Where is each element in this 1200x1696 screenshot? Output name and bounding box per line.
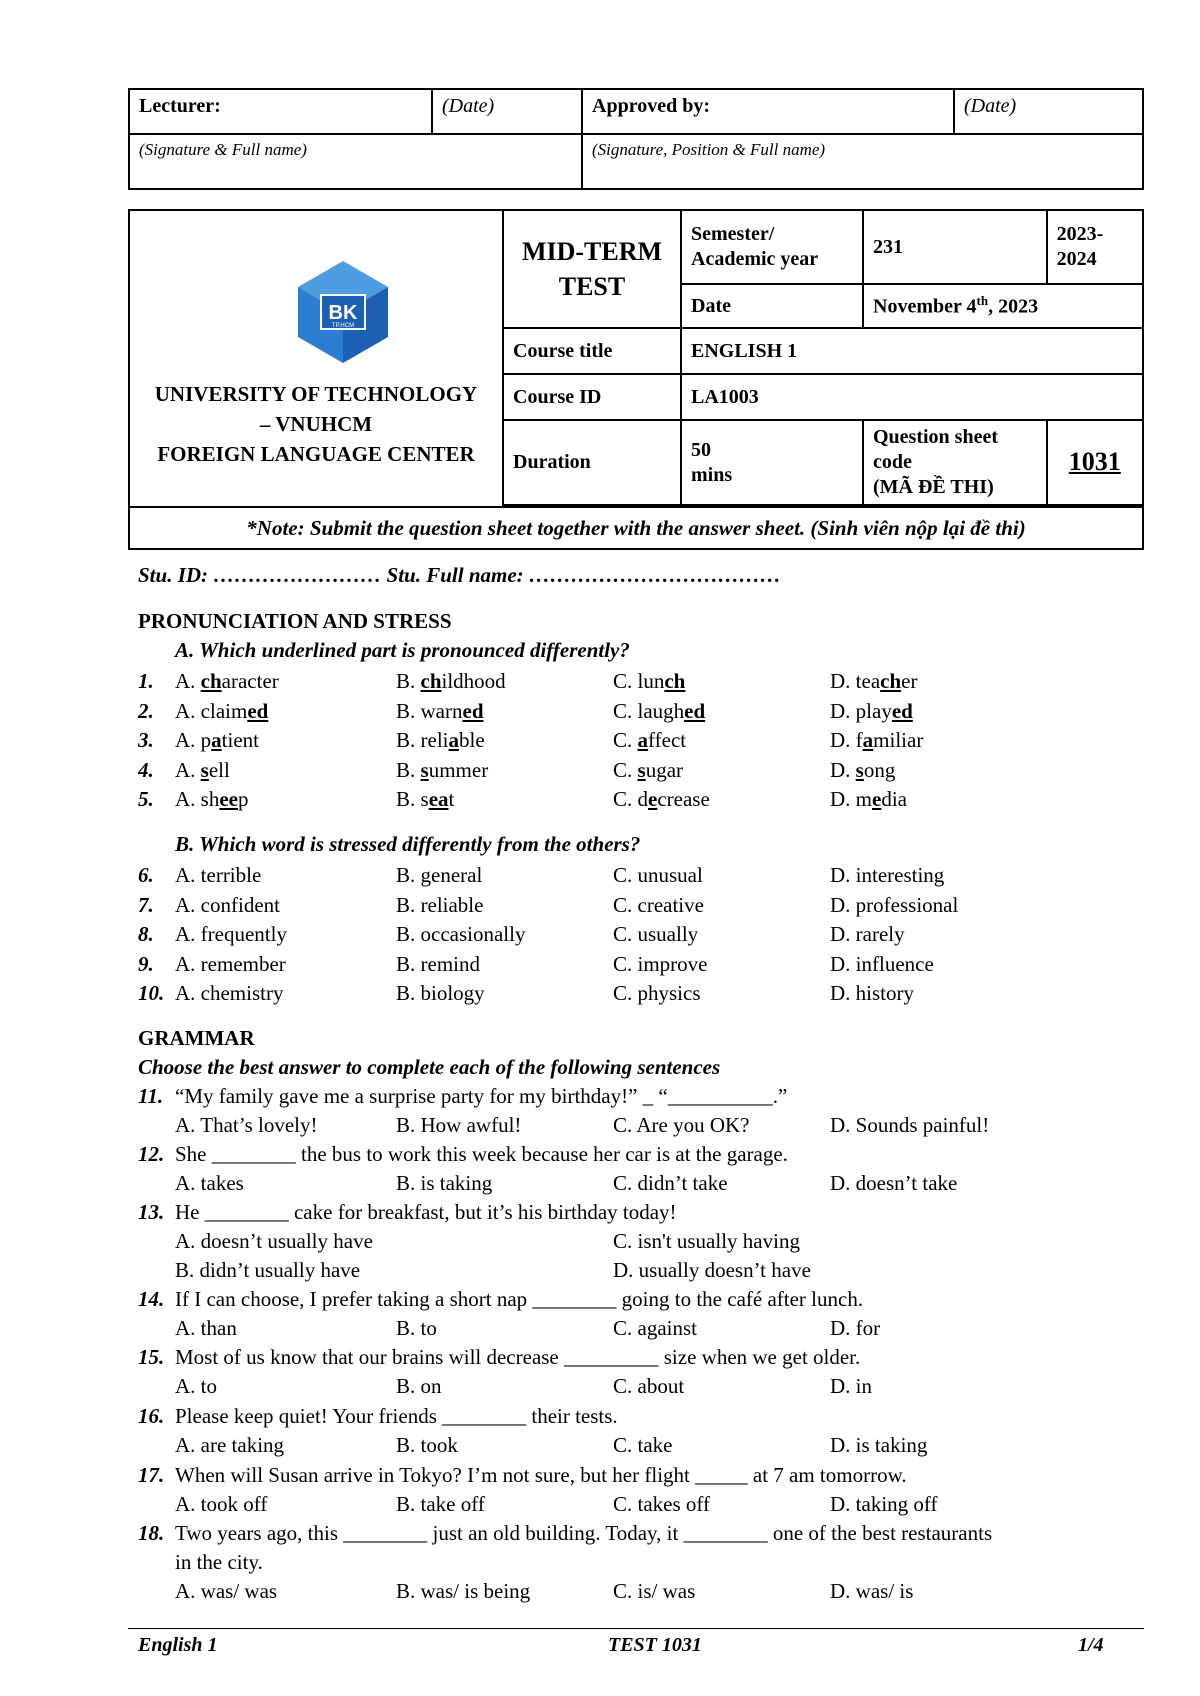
option-c[interactable]: C. sugar: [613, 757, 684, 782]
option-b[interactable]: B. reliable: [396, 892, 484, 917]
course-title-label: Course title: [503, 328, 681, 374]
option-b[interactable]: B. childhood: [396, 669, 506, 693]
footer-test-code: TEST 1031: [608, 1634, 702, 1656]
question-number: 10.: [138, 981, 165, 1005]
option-d[interactable]: D. song: [830, 757, 896, 782]
date-year: , 2023: [988, 295, 1039, 318]
option-b[interactable]: B. remind: [396, 951, 480, 976]
option-13a[interactable]: A. doesn’t usually have: [175, 1229, 373, 1253]
exam-date: [863, 284, 1143, 328]
option-a[interactable]: A. remember: [175, 951, 286, 976]
question-number: 3.: [138, 728, 154, 752]
grammar-instruction: Choose the best answer to complete each of the following sentences: [138, 1055, 721, 1079]
option-d[interactable]: D. familiar: [830, 728, 924, 752]
university-line-1: UNIVERSITY OF TECHNOLOGY: [154, 381, 478, 406]
option-b[interactable]: B. biology: [396, 981, 485, 1005]
semester-value: 231: [863, 210, 1047, 284]
option-d[interactable]: D. interesting: [830, 863, 945, 887]
option-c[interactable]: C. lunch: [613, 669, 686, 693]
option-d[interactable]: D. influence: [830, 951, 934, 976]
question-17-text: When will Susan arrive in Tokyo? I’m not sure, but her flight _____ at 7 am tomorrow.: [175, 1463, 907, 1487]
qcode-label-2: (MÃ ĐỀ THI): [873, 476, 994, 498]
lecturer-label: Lecturer:: [129, 89, 432, 134]
exam-info-table: [128, 209, 1144, 550]
option-d[interactable]: D. played: [830, 698, 913, 723]
option-11d[interactable]: D. Sounds painful!: [830, 1113, 990, 1137]
lecturer-date: (Date): [432, 89, 582, 134]
academic-year: 2023-2024: [1047, 210, 1143, 284]
option-c[interactable]: C. creative: [613, 892, 704, 917]
option-12a[interactable]: A. takes: [175, 1171, 244, 1195]
option-b[interactable]: B. warned: [396, 698, 484, 723]
question-11-text: “My family gave me a surprise party for my birthday!” _ “__________.”: [175, 1084, 788, 1108]
option-a[interactable]: A. terrible: [175, 863, 262, 887]
option-a[interactable]: A. patient: [175, 728, 259, 752]
approval-table: [128, 88, 1144, 190]
option-b[interactable]: B. summer: [396, 757, 489, 782]
question-number: 7.: [138, 892, 154, 917]
option-a[interactable]: A. character: [175, 669, 279, 693]
option-14a[interactable]: A. than: [175, 1316, 237, 1340]
question-number: 5.: [138, 787, 154, 811]
option-12d[interactable]: D. doesn’t take: [830, 1171, 958, 1195]
option-18c[interactable]: C. is/ was: [613, 1579, 696, 1603]
option-11c[interactable]: C. Are you OK?: [613, 1113, 750, 1137]
date-sup: th: [976, 292, 989, 308]
option-b[interactable]: B. reliable: [396, 728, 485, 752]
option-15d[interactable]: D. in: [830, 1374, 872, 1398]
course-id-label: Course ID: [503, 374, 681, 420]
option-15c[interactable]: C. about: [613, 1374, 685, 1398]
option-13c[interactable]: C. isn't usually having: [613, 1229, 800, 1253]
option-14b[interactable]: B. to: [396, 1316, 437, 1340]
option-a[interactable]: A. sell: [175, 757, 230, 782]
option-11a[interactable]: A. That’s lovely!: [175, 1113, 318, 1137]
option-d[interactable]: D. professional: [830, 892, 959, 917]
semester-label: [681, 210, 863, 284]
stress-instruction: B. Which word is stressed differently from the others?: [175, 832, 641, 856]
option-b[interactable]: B. seat: [396, 787, 455, 811]
option-14c[interactable]: C. against: [613, 1316, 697, 1340]
option-17c[interactable]: C. takes off: [613, 1492, 711, 1516]
duration-value-1: 50: [691, 438, 711, 461]
option-18b[interactable]: B. was/ is being: [396, 1579, 531, 1603]
option-11b[interactable]: B. How awful!: [396, 1113, 522, 1137]
option-d[interactable]: D. media: [830, 787, 907, 811]
option-c[interactable]: C. laughed: [613, 698, 706, 723]
footer-course: English 1: [138, 1634, 218, 1656]
option-c[interactable]: C. unusual: [613, 863, 703, 887]
footer-page-number: 1/4: [1078, 1634, 1104, 1656]
logo-text: BK: [328, 301, 358, 324]
option-a[interactable]: A. claimed: [175, 698, 269, 723]
footer-rule: [128, 1628, 1144, 1629]
qcode-label-1: Question sheet code: [873, 426, 998, 473]
section-grammar-title: GRAMMAR: [138, 1026, 255, 1050]
question-14-text: If I can choose, I prefer taking a short nap ________ going to the café after lunch.: [175, 1287, 864, 1311]
option-16c[interactable]: C. take: [613, 1433, 673, 1457]
option-a[interactable]: A. chemistry: [175, 981, 284, 1005]
section-pronunciation-title: PRONUNCIATION AND STRESS: [138, 609, 452, 633]
approved-label: Approved by:: [582, 89, 954, 134]
option-17d[interactable]: D. taking off: [830, 1492, 938, 1516]
university-cell: [129, 210, 503, 507]
university-name: [130, 379, 502, 470]
option-a[interactable]: A. confident: [175, 892, 280, 917]
option-d[interactable]: D. rarely: [830, 922, 905, 946]
option-16a[interactable]: A. are taking: [175, 1433, 285, 1457]
duration-value: [681, 420, 863, 505]
question-number: 6.: [138, 863, 154, 887]
option-13d[interactable]: D. usually doesn’t have: [613, 1258, 811, 1282]
option-17b[interactable]: B. take off: [396, 1492, 485, 1516]
date-main: November 4: [873, 295, 977, 318]
option-15b[interactable]: B. on: [396, 1374, 442, 1398]
test-type: [503, 210, 681, 328]
option-18a[interactable]: A. was/ was: [175, 1579, 278, 1603]
test-type-line-2: TEST: [558, 272, 626, 301]
option-13b[interactable]: B. didn’t usually have: [175, 1258, 361, 1282]
date-label: Date: [681, 284, 863, 328]
logo-subtext: TP.HCM: [331, 322, 355, 329]
option-c[interactable]: C. physics: [613, 981, 701, 1005]
option-16d[interactable]: D. is taking: [830, 1433, 928, 1457]
option-17a[interactable]: A. took off: [175, 1492, 268, 1516]
question-number: 9.: [138, 951, 154, 976]
option-15a[interactable]: A. to: [175, 1374, 217, 1398]
question-number: 8.: [138, 922, 154, 946]
question-number: 4.: [138, 757, 154, 782]
course-title: ENGLISH 1: [681, 328, 1143, 374]
course-id: LA1003: [681, 374, 1143, 420]
option-18d[interactable]: D. was/ is: [830, 1579, 914, 1603]
approved-date: (Date): [954, 89, 1143, 134]
university-line-2: – VNUHCM: [259, 411, 373, 436]
center-name: FOREIGN LANGUAGE CENTER: [157, 442, 475, 467]
approved-signature: (Signature, Position & Full name): [582, 134, 1143, 189]
option-c[interactable]: C. affect: [613, 728, 687, 752]
semester-label-2: Academic year: [691, 248, 819, 270]
option-b[interactable]: B. occasionally: [396, 922, 526, 946]
option-a[interactable]: A. frequently: [175, 922, 287, 946]
duration-value-2: mins: [691, 463, 733, 486]
question-18-text: Two years ago, this ________ just an old building. Today, it ________ one of the best restaurants: [175, 1521, 993, 1545]
semester-label-1: Semester/: [691, 223, 775, 245]
question-16-text: Please keep quiet! Your friends ________ their tests.: [175, 1404, 618, 1428]
question-number: 2.: [138, 698, 154, 723]
duration-label: Duration: [503, 420, 681, 505]
option-d[interactable]: D. teacher: [830, 669, 918, 693]
option-16b[interactable]: B. took: [396, 1433, 458, 1457]
option-c[interactable]: C. decrease: [613, 787, 710, 811]
submission-note: *Note: Submit the question sheet together with the answer sheet. (Sinh viên nộp lại đề thi): [129, 507, 1143, 549]
question-18-text-2: in the city.: [175, 1550, 263, 1574]
option-12b[interactable]: B. is taking: [396, 1171, 493, 1195]
option-b[interactable]: B. general: [396, 863, 483, 887]
question-code-label: [863, 420, 1047, 505]
lecturer-signature: (Signature & Full name): [129, 134, 582, 189]
student-id-name-line: Stu. ID: …………………… Stu. Full name: ………………………………: [138, 563, 781, 587]
question-12-text: She ________ the bus to work this week because her car is at the garage.: [175, 1142, 788, 1166]
question-number: 1.: [138, 669, 154, 693]
option-12c[interactable]: C. didn’t take: [613, 1171, 728, 1195]
question-13-text: He ________ cake for breakfast, but it’s his birthday today!: [175, 1200, 677, 1224]
option-c[interactable]: C. improve: [613, 951, 708, 976]
pronunciation-instruction: A. Which underlined part is pronounced differently?: [175, 638, 630, 662]
test-type-line-1: MID-TERM: [521, 236, 663, 266]
question-code: 1031: [1047, 420, 1143, 505]
option-c[interactable]: C. usually: [613, 922, 699, 946]
option-14d[interactable]: D. for: [830, 1316, 881, 1340]
question-15-text: Most of us know that our brains will decrease _________ size when we get older.: [175, 1345, 861, 1369]
option-d[interactable]: D. history: [830, 981, 914, 1005]
option-a[interactable]: A. sheep: [175, 787, 249, 811]
university-logo: [288, 257, 398, 367]
